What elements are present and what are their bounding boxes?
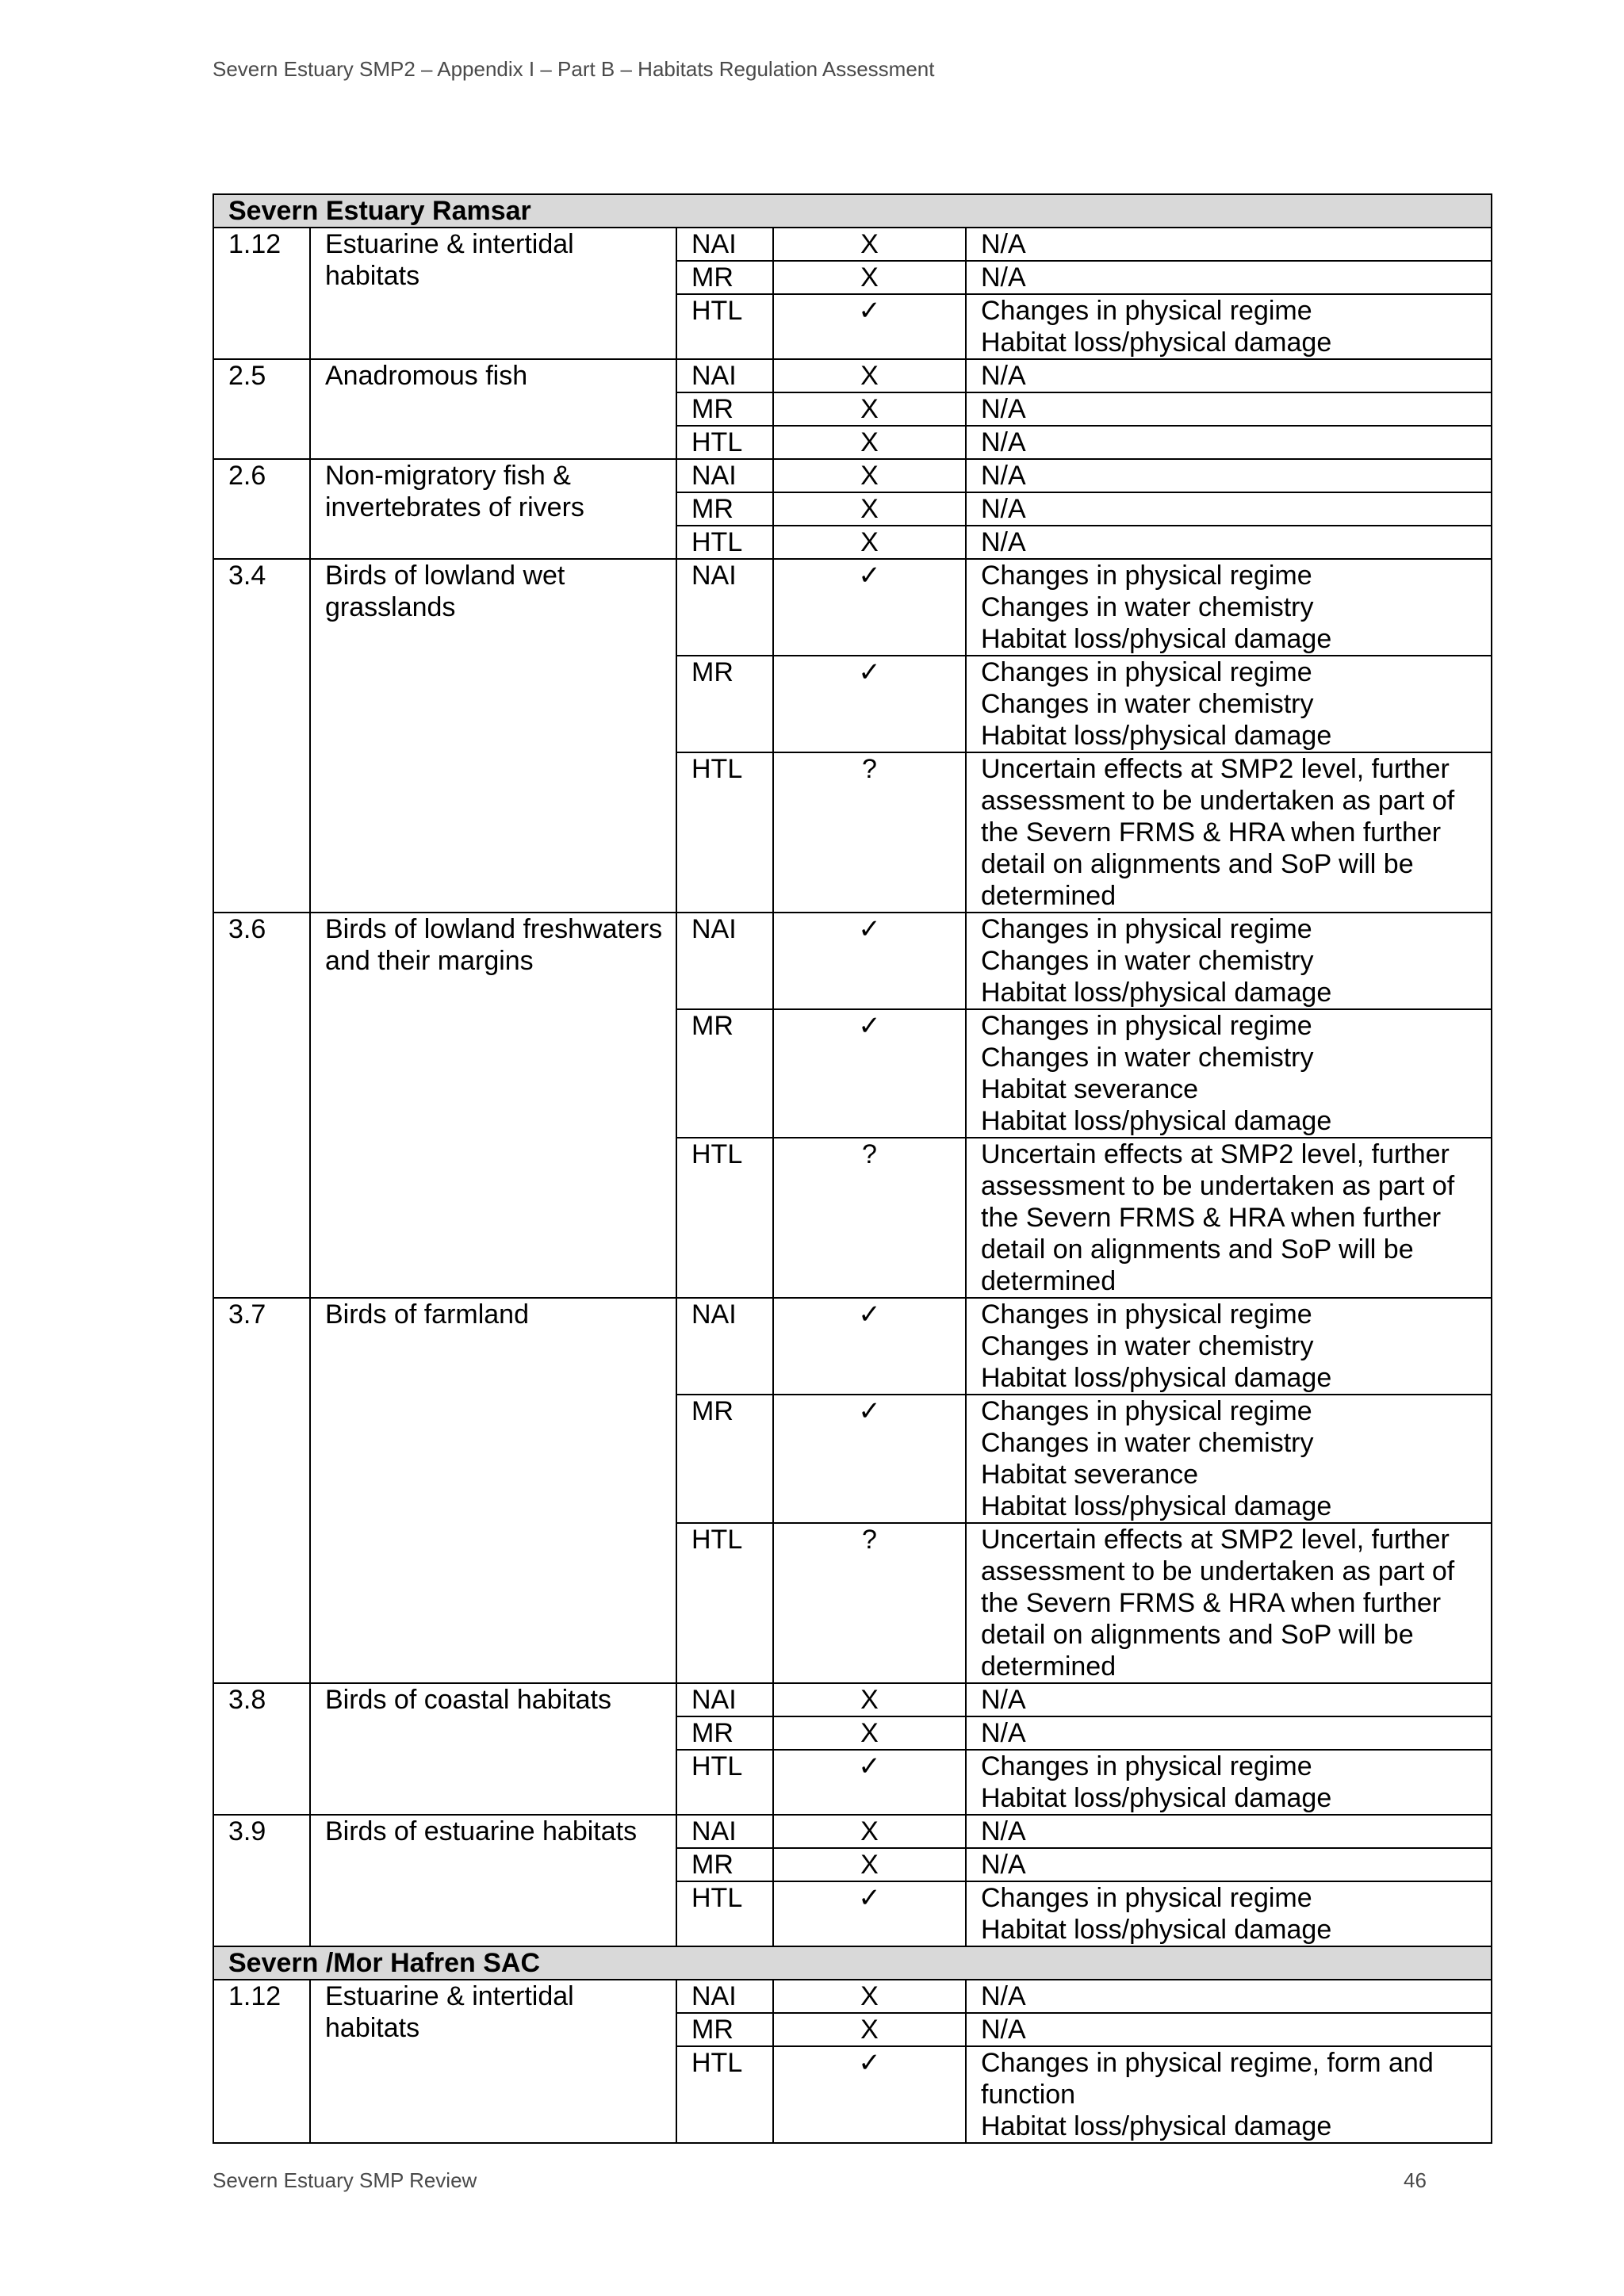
effect-line: Uncertain effects at SMP2 level, further assessment to be undertaken as part of the Severn FRMS & HRA when further detail on alignments and SoP will be determined xyxy=(981,754,1455,911)
effect-line: N/A xyxy=(981,229,1026,259)
effect-line: Changes in physical regime xyxy=(981,1883,1312,1913)
check-mark-icon: ✓ xyxy=(773,1395,966,1523)
cross-mark: X xyxy=(773,526,966,559)
policy-cell: NAI xyxy=(676,228,773,261)
effects-cell xyxy=(966,1881,1492,1946)
effect-line: Changes in water chemistry xyxy=(981,946,1314,976)
cross-mark: X xyxy=(773,1848,966,1881)
check-mark-icon: ✓ xyxy=(773,656,966,752)
check-mark-icon: ✓ xyxy=(773,559,966,656)
feature-name: Birds of lowland wet grasslands xyxy=(310,559,676,913)
effect-line: Changes in physical regime xyxy=(981,296,1312,326)
table-row xyxy=(213,1815,1492,1848)
table-row xyxy=(213,359,1492,392)
feature-name: Birds of estuarine habitats xyxy=(310,1815,676,1946)
check-mark-icon: ✓ xyxy=(773,294,966,359)
effects-cell xyxy=(966,1523,1492,1683)
table-row xyxy=(213,1298,1492,1395)
effect-line: Habitat loss/physical damage xyxy=(981,327,1332,358)
effect-line: Changes in physical regime xyxy=(981,1299,1312,1330)
feature-name: Estuarine & intertidal habitats xyxy=(310,228,676,359)
effects-cell xyxy=(966,1750,1492,1815)
effect-line: Changes in water chemistry xyxy=(981,1331,1314,1361)
section-title: Severn /Mor Hafren SAC xyxy=(213,1946,1492,1980)
policy-cell: HTL xyxy=(676,2046,773,2143)
uncertain-mark: ? xyxy=(773,1138,966,1298)
effect-line: N/A xyxy=(981,1816,1026,1846)
section-header-row xyxy=(213,194,1492,228)
policy-cell: MR xyxy=(676,1848,773,1881)
policy-cell: HTL xyxy=(676,526,773,559)
effect-line: Habitat loss/physical damage xyxy=(981,1783,1332,1813)
effect-line: Changes in physical regime xyxy=(981,1396,1312,1426)
cross-mark: X xyxy=(773,1815,966,1848)
effects-cell xyxy=(966,2013,1492,2046)
policy-cell: MR xyxy=(676,1009,773,1138)
uncertain-mark: ? xyxy=(773,1523,966,1683)
effect-line: Changes in physical regime xyxy=(981,1011,1312,1041)
feature-code: 3.7 xyxy=(213,1298,310,1683)
effect-line: Changes in physical regime xyxy=(981,1751,1312,1781)
cross-mark: X xyxy=(773,228,966,261)
check-mark-icon: ✓ xyxy=(773,1750,966,1815)
policy-cell: NAI xyxy=(676,459,773,492)
feature-name: Birds of lowland freshwaters and their margins xyxy=(310,913,676,1298)
table-row xyxy=(213,1980,1492,2013)
check-mark-icon: ✓ xyxy=(773,913,966,1009)
effects-cell xyxy=(966,359,1492,392)
feature-code: 3.6 xyxy=(213,913,310,1298)
page-number: 46 xyxy=(1404,2168,1427,2192)
policy-cell: NAI xyxy=(676,913,773,1009)
policy-cell: MR xyxy=(676,392,773,426)
footer-title: Severn Estuary SMP Review xyxy=(213,2168,477,2192)
effect-line: N/A xyxy=(981,262,1026,293)
effect-line: N/A xyxy=(981,427,1026,457)
effects-cell xyxy=(966,656,1492,752)
effect-line: Changes in water chemistry xyxy=(981,689,1314,719)
cross-mark: X xyxy=(773,1980,966,2013)
effects-cell xyxy=(966,1298,1492,1395)
effect-line: Habitat loss/physical damage xyxy=(981,1491,1332,1521)
section-header-row xyxy=(213,1946,1492,1980)
policy-cell: HTL xyxy=(676,294,773,359)
page-header: Severn Estuary SMP2 – Appendix I – Part B – Habitats Regulation Assessment xyxy=(213,57,935,81)
table-row xyxy=(213,459,1492,492)
effects-cell xyxy=(966,1980,1492,2013)
effects-cell xyxy=(966,752,1492,913)
cross-mark: X xyxy=(773,2013,966,2046)
effect-line: Changes in water chemistry xyxy=(981,1428,1314,1458)
effects-cell xyxy=(966,261,1492,294)
policy-cell: NAI xyxy=(676,359,773,392)
uncertain-mark: ? xyxy=(773,752,966,913)
effect-line: Habitat loss/physical damage xyxy=(981,1363,1332,1393)
effect-line: Changes in physical regime xyxy=(981,561,1312,591)
policy-cell: NAI xyxy=(676,1683,773,1716)
cross-mark: X xyxy=(773,1716,966,1750)
cross-mark: X xyxy=(773,261,966,294)
effects-cell xyxy=(966,392,1492,426)
check-mark-icon: ✓ xyxy=(773,1881,966,1946)
policy-cell: MR xyxy=(676,1395,773,1523)
effects-cell xyxy=(966,1395,1492,1523)
policy-cell: NAI xyxy=(676,559,773,656)
policy-cell: HTL xyxy=(676,1881,773,1946)
effect-line: N/A xyxy=(981,527,1026,557)
policy-cell: MR xyxy=(676,2013,773,2046)
effects-cell xyxy=(966,913,1492,1009)
effect-line: Habitat loss/physical damage xyxy=(981,2111,1332,2141)
effect-line: Changes in physical regime xyxy=(981,657,1312,687)
effect-line: Changes in physical regime, form and function xyxy=(981,2048,1434,2110)
policy-cell: MR xyxy=(676,261,773,294)
effect-line: Habitat loss/physical damage xyxy=(981,1106,1332,1136)
effect-line: N/A xyxy=(981,2015,1026,2045)
cross-mark: X xyxy=(773,1683,966,1716)
hra-table xyxy=(213,193,1492,2144)
policy-cell: MR xyxy=(676,1716,773,1750)
policy-cell: HTL xyxy=(676,426,773,459)
effect-line: N/A xyxy=(981,494,1026,524)
feature-code: 3.8 xyxy=(213,1683,310,1815)
effects-cell xyxy=(966,1815,1492,1848)
effect-line: Changes in water chemistry xyxy=(981,592,1314,622)
table-row xyxy=(213,913,1492,1009)
effect-line: N/A xyxy=(981,461,1026,491)
effects-cell xyxy=(966,1138,1492,1298)
policy-cell: HTL xyxy=(676,1523,773,1683)
effects-cell xyxy=(966,228,1492,261)
cross-mark: X xyxy=(773,392,966,426)
table-row xyxy=(213,1683,1492,1716)
effect-line: Uncertain effects at SMP2 level, further assessment to be undertaken as part of the Severn FRMS & HRA when further detail on alignments and SoP will be determined xyxy=(981,1525,1455,1682)
effects-cell xyxy=(966,559,1492,656)
policy-cell: NAI xyxy=(676,1980,773,2013)
cross-mark: X xyxy=(773,492,966,526)
cross-mark: X xyxy=(773,359,966,392)
effect-line: N/A xyxy=(981,1850,1026,1880)
effect-line: Habitat severance xyxy=(981,1074,1199,1104)
feature-name: Non-migratory fish & invertebrates of rivers xyxy=(310,459,676,559)
policy-cell: HTL xyxy=(676,752,773,913)
effects-cell xyxy=(966,1716,1492,1750)
feature-code: 2.6 xyxy=(213,459,310,559)
feature-code: 3.4 xyxy=(213,559,310,913)
effect-line: Changes in water chemistry xyxy=(981,1043,1314,1073)
policy-cell: MR xyxy=(676,492,773,526)
cross-mark: X xyxy=(773,426,966,459)
effect-line: Habitat loss/physical damage xyxy=(981,1915,1332,1945)
effect-line: Changes in physical regime xyxy=(981,914,1312,944)
effect-line: N/A xyxy=(981,394,1026,424)
cross-mark: X xyxy=(773,459,966,492)
effects-cell xyxy=(966,2046,1492,2143)
check-mark-icon: ✓ xyxy=(773,1009,966,1138)
policy-cell: NAI xyxy=(676,1815,773,1848)
feature-code: 1.12 xyxy=(213,228,310,359)
policy-cell: MR xyxy=(676,656,773,752)
policy-cell: HTL xyxy=(676,1750,773,1815)
effects-cell xyxy=(966,1683,1492,1716)
effect-line: Uncertain effects at SMP2 level, further assessment to be undertaken as part of the Severn FRMS & HRA when further detail on alignments and SoP will be determined xyxy=(981,1139,1455,1296)
check-mark-icon: ✓ xyxy=(773,2046,966,2143)
effect-line: Habitat loss/physical damage xyxy=(981,624,1332,654)
effects-cell xyxy=(966,459,1492,492)
feature-name: Birds of coastal habitats xyxy=(310,1683,676,1815)
feature-code: 2.5 xyxy=(213,359,310,459)
effects-cell xyxy=(966,526,1492,559)
policy-cell: HTL xyxy=(676,1138,773,1298)
effect-line: Habitat loss/physical damage xyxy=(981,721,1332,751)
effects-cell xyxy=(966,426,1492,459)
effects-cell xyxy=(966,492,1492,526)
feature-code: 3.9 xyxy=(213,1815,310,1946)
section-title: Severn Estuary Ramsar xyxy=(213,194,1492,228)
check-mark-icon: ✓ xyxy=(773,1298,966,1395)
effects-cell xyxy=(966,1009,1492,1138)
policy-cell: NAI xyxy=(676,1298,773,1395)
effect-line: N/A xyxy=(981,1718,1026,1748)
effects-cell xyxy=(966,294,1492,359)
effect-line: N/A xyxy=(981,361,1026,391)
feature-name: Birds of farmland xyxy=(310,1298,676,1683)
effects-cell xyxy=(966,1848,1492,1881)
effect-line: Habitat severance xyxy=(981,1460,1199,1490)
feature-name: Anadromous fish xyxy=(310,359,676,459)
table-row xyxy=(213,228,1492,261)
table-row xyxy=(213,559,1492,656)
feature-name: Estuarine & intertidal habitats xyxy=(310,1980,676,2143)
effect-line: Habitat loss/physical damage xyxy=(981,978,1332,1008)
feature-code: 1.12 xyxy=(213,1980,310,2143)
effect-line: N/A xyxy=(981,1685,1026,1715)
effect-line: N/A xyxy=(981,1981,1026,2011)
